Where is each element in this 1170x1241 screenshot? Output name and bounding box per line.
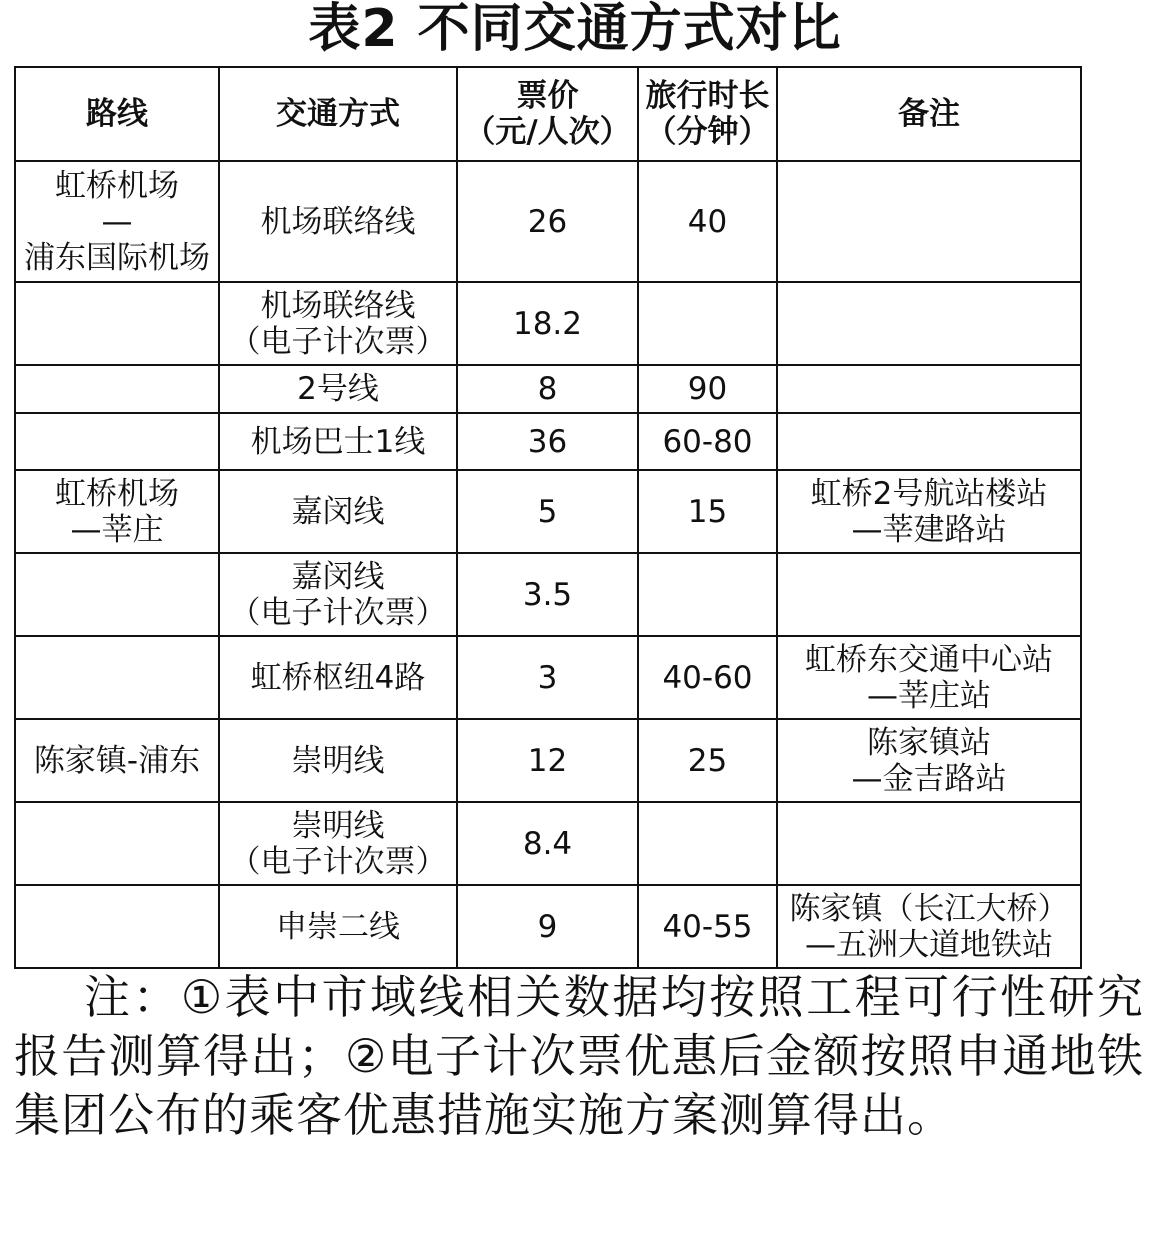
remark-cell — [777, 413, 1081, 470]
table-row — [15, 470, 1081, 553]
mode-cell-line: 2号线 — [297, 371, 379, 407]
mode-cell-line: 机场联络线 — [260, 203, 416, 240]
comparison-table — [14, 66, 1082, 969]
header-fare-line1: 票价 — [516, 78, 579, 114]
mode-cell — [219, 470, 457, 553]
time-cell: 90 — [638, 365, 777, 413]
header-row — [15, 67, 1081, 161]
mode-cell-line: （电子计次票） — [229, 323, 447, 360]
remark-cell — [777, 636, 1081, 719]
route-cell — [15, 413, 219, 470]
header-time — [638, 67, 777, 161]
table-row — [15, 636, 1081, 719]
fare-cell: 8.4 — [457, 802, 638, 885]
remark-cell — [777, 885, 1081, 968]
mode-cell-line: （电子计次票） — [229, 843, 447, 880]
table-row — [15, 553, 1081, 636]
mode-cell-line: 虹桥枢纽4路 — [250, 659, 426, 696]
table-row — [15, 719, 1081, 802]
route-cell — [15, 470, 219, 553]
mode-cell — [219, 719, 457, 802]
mode-cell — [219, 282, 457, 365]
route-cell — [15, 636, 219, 719]
route-cell — [15, 553, 219, 636]
mode-cell-line: （电子计次票） — [229, 594, 447, 631]
header-route: 路线 — [15, 67, 219, 161]
route-cell — [15, 161, 219, 282]
table-title: 表2 不同交通方式对比 — [308, 0, 842, 59]
mode-cell-line: 机场联络线 — [260, 287, 416, 324]
time-cell: 60-80 — [638, 413, 777, 470]
route-cell — [15, 885, 219, 968]
header-mode: 交通方式 — [219, 67, 457, 161]
remark-cell-line: —莘庄站 — [867, 677, 991, 714]
remark-cell — [777, 161, 1081, 282]
mode-cell — [219, 161, 457, 282]
mode-cell-line: 嘉闵线 — [291, 493, 385, 530]
remark-cell-line: —莘建路站 — [851, 511, 1007, 548]
fare-cell: 5 — [457, 470, 638, 553]
mode-cell-line: 崇明线 — [291, 742, 385, 779]
route-cell — [15, 365, 219, 413]
mode-cell — [219, 365, 457, 413]
table-row — [15, 802, 1081, 885]
fare-cell: 18.2 — [457, 282, 638, 365]
remark-cell-line: 陈家镇（长江大桥） — [789, 890, 1069, 927]
time-cell — [638, 553, 777, 636]
mode-cell-line: 嘉闵线 — [291, 558, 385, 595]
fare-cell: 12 — [457, 719, 638, 802]
header-fare-line2: （元/人次） — [464, 114, 631, 150]
fare-cell: 3.5 — [457, 553, 638, 636]
remark-cell-line: —五洲大道地铁站 — [805, 926, 1053, 963]
remark-cell-line: 虹桥东交通中心站 — [805, 641, 1053, 678]
route-cell — [15, 282, 219, 365]
header-remark: 备注 — [777, 67, 1081, 161]
mode-cell-line: 崇明线 — [291, 807, 385, 844]
time-cell — [638, 282, 777, 365]
mode-cell — [219, 413, 457, 470]
remark-cell-line: 陈家镇站 — [867, 724, 991, 761]
time-cell: 15 — [638, 470, 777, 553]
table-row — [15, 282, 1081, 365]
fare-cell: 36 — [457, 413, 638, 470]
route-cell-line: — — [101, 203, 133, 240]
table-row — [15, 885, 1081, 968]
table-row — [15, 413, 1081, 470]
mode-cell-line: 申崇二线 — [276, 908, 400, 945]
fare-cell: 26 — [457, 161, 638, 282]
time-cell — [638, 802, 777, 885]
time-cell: 40-55 — [638, 885, 777, 968]
time-cell: 40-60 — [638, 636, 777, 719]
mode-cell — [219, 885, 457, 968]
mode-cell-line: 机场巴士1线 — [250, 423, 426, 460]
table-body — [15, 161, 1081, 968]
remark-cell — [777, 470, 1081, 553]
remark-cell — [777, 282, 1081, 365]
header-time-line2: （分钟） — [645, 114, 770, 150]
fare-cell: 9 — [457, 885, 638, 968]
time-cell: 25 — [638, 719, 777, 802]
time-cell: 40 — [638, 161, 777, 282]
mode-cell — [219, 636, 457, 719]
remark-cell — [777, 365, 1081, 413]
route-cell — [15, 802, 219, 885]
route-cell-line: 陈家镇-浦东 — [33, 742, 201, 779]
remark-cell — [777, 802, 1081, 885]
fare-cell: 8 — [457, 365, 638, 413]
route-cell-line: —莘庄 — [70, 511, 164, 548]
footnote: 注：①表中市域线相关数据均按照工程可行性研究报告测算得出；②电子计次票优惠后金额按照申通地铁集团公布的乘客优惠措施实施方案测算得出。 — [14, 970, 1144, 1142]
route-cell — [15, 719, 219, 802]
header-time-line1: 旅行时长 — [645, 78, 770, 114]
table-row — [15, 365, 1081, 413]
fare-cell: 3 — [457, 636, 638, 719]
remark-cell — [777, 553, 1081, 636]
mode-cell — [219, 553, 457, 636]
route-cell-line: 浦东国际机场 — [24, 239, 210, 276]
remark-cell-line: —金吉路站 — [851, 760, 1007, 797]
remark-cell-line: 虹桥2号航站楼站 — [810, 475, 1048, 512]
route-cell-line: 虹桥机场 — [55, 475, 179, 512]
route-cell-line: 虹桥机场 — [55, 167, 179, 204]
table-row — [15, 161, 1081, 282]
mode-cell — [219, 802, 457, 885]
remark-cell — [777, 719, 1081, 802]
header-fare — [457, 67, 638, 161]
